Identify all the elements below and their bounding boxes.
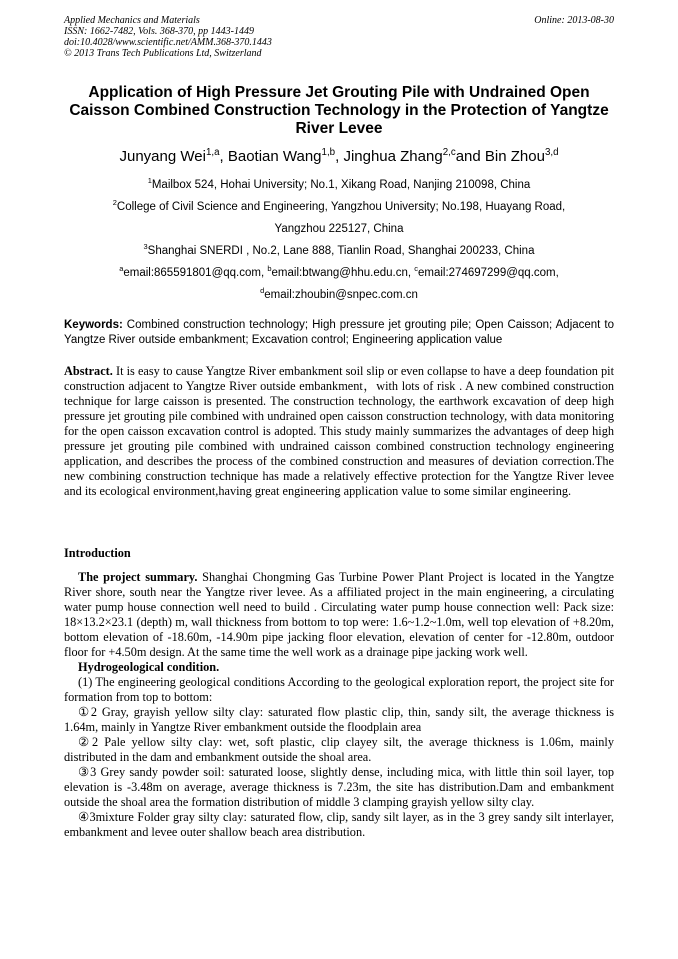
email-link: email:865591801@qq.com, <box>123 267 268 279</box>
email-line: $^d$email:zhoubin@snpec.com.cn <box>260 286 418 301</box>
keywords-text: Combined construction technology; High pressure jet grouting pile; Open Caisson; Adjacent to Yangtze River outside embankment; Excavation control; Engineering application value <box>64 319 614 346</box>
paragraph: ④3mixture Folder gray silty clay: saturated flow, clip, sandy silt layer, as in the 3 grey sandy silt interlayer, embankment and levee outer shallow beach area distribution. <box>64 810 614 839</box>
keywords <box>64 318 614 348</box>
journal-info <box>64 15 614 59</box>
email-link: email:btwang@hhu.edu.cn, <box>271 267 415 279</box>
journal-name: Applied Mechanics and Materials <box>64 15 200 26</box>
keywords-label: Keywords: <box>64 319 123 331</box>
email-link: email:274697299@qq.com, <box>417 267 559 279</box>
subheading-hydrogeology: Hydrogeological condition. <box>78 660 220 674</box>
run-in-heading: The project summary. <box>78 570 198 584</box>
author-affil-mark: 3,d <box>544 147 559 158</box>
author-affil-mark: 2,c <box>442 147 456 158</box>
online-date: Online: 2013-08-30 <box>534 15 614 26</box>
abstract-text: It is easy to cause Yangtze River embankment soil slip or even collapse to have a deep foundation pit construction adjacent to Yangtze River outside embankment，with lots of risk . A new combined construction technique for large caisson is presented. The construction technology, the earthwork excavation of deep high pressure jet grouting pile combined with undrained open caisson construction technology, with data monitoring for the open caisson excavation control is adopted. This study mainly summarizes the advantages of deep high pressure jet grouting pile combined with undrained caisson combined construction technology engineering application, and describes the process of the combined construction and measures of deviation correction.The new combining construction technique has made a relatively effective protection for the Yangtze River levee and its ecological environment,having great engineering application value to some similar engineering. <box>64 364 614 498</box>
doi-line: doi:10.4028/www.scientific.net/AMM.368-370.1443 <box>64 37 272 48</box>
affiliation-3: $^3$Shanghai SNERDI , No.2, Lane 888, Tianlin Road, Shanghai 200233, China <box>143 242 535 257</box>
affiliation-1: $^1$Mailbox 524, Hohai University; No.1, Xikang Road, Nanjing 210098, China <box>147 176 531 191</box>
abstract-label: Abstract. <box>64 364 113 378</box>
copyright-line: © 2013 Trans Tech Publications Ltd, Switzerland <box>64 48 262 59</box>
author-name: and Bin Zhou <box>455 148 545 165</box>
affiliation-2: $^2$College of Civil Science and Engineering, Yangzhou University; No.198, Huayang Road, <box>112 198 566 213</box>
author-name: Junyang Wei <box>119 148 206 165</box>
section-heading-introduction: Introduction <box>64 546 131 560</box>
paragraph: (1) The engineering geological conditions According to the geological exploration report, the project site for formation from top to bottom: <box>64 675 614 704</box>
paragraph: ①2 Gray, grayish yellow silty clay: saturated flow plastic clip, thin, sandy silt, the average thickness is 1.64m, mainly in Yangtze River embankment outside the floodplain area <box>64 705 614 734</box>
email-line: $^a$email:865591801@qq.com, $^b$email:btwang@hhu.edu.cn, $^c$email:274697299@qq.com, <box>119 264 559 279</box>
author-name: Baotian Wang <box>227 148 322 165</box>
affiliations <box>64 174 614 306</box>
paper-title: Application of High Pressure Jet Grouting Pile with Undrained Open Caisson Combined Construction Technology in the Protection of Yangtze River Levee <box>69 84 609 137</box>
issn-line: ISSN: 1662-7482, Vols. 368-370, pp 1443-1449 <box>64 26 254 37</box>
author-affil-mark: 1,b <box>321 147 336 158</box>
author-affil-mark: 1,a <box>205 147 220 158</box>
introduction-body <box>64 570 614 840</box>
paragraph: ②2 Pale yellow silty clay: wet, soft plastic, clip clayey silt, the average thickness is 1.06m, mainly distributed in the dam and embankment outside the shoal area. <box>64 735 614 764</box>
paragraph: ③3 Grey sandy powder soil: saturated loose, slightly dense, including mica, with little thin soil layer, top elevation is -3.48m on average, average thickness is 7.23m, the site has distribution.Dam and embankment outside the shoal area the formation distribution of middle 3 clamping grayish yellow silty clay. <box>64 765 614 809</box>
abstract <box>64 364 614 499</box>
author-list: Junyang Wei$^{1,a}$, Baotian Wang$^{1,b}$, Jinghua Zhang$^{2,c}$and Bin Zhou$^{3,d}$ <box>119 147 559 165</box>
paragraph: The project summary. Shanghai Chongming Gas Turbine Power Plant Project is located in the Yangtze River shore, south near the Yangtze river levee. As a affiliated project in the main engineering, a circulating water pump house connection well need to build . Circulating water pump house connection well: Pack size: 18×13.2×23.1 (depth) m, wall thickness from bottom to top were: 1.6~1.2~1.0m, well top elevation of +8.20m, bottom elevation of -18.60m, -14.90m pipe jacking floor elevation, elevation of center for -12.80m, outdoor floor for +4.50m design. At the same time the well work as a drainage pipe jacking work well. <box>64 570 614 659</box>
author-name: Jinghua Zhang <box>343 148 443 165</box>
email-link: email:zhoubin@snpec.com.cn <box>264 289 418 301</box>
affiliation-2-cont: Yangzhou 225127, China <box>274 223 404 235</box>
running-header <box>64 15 614 59</box>
